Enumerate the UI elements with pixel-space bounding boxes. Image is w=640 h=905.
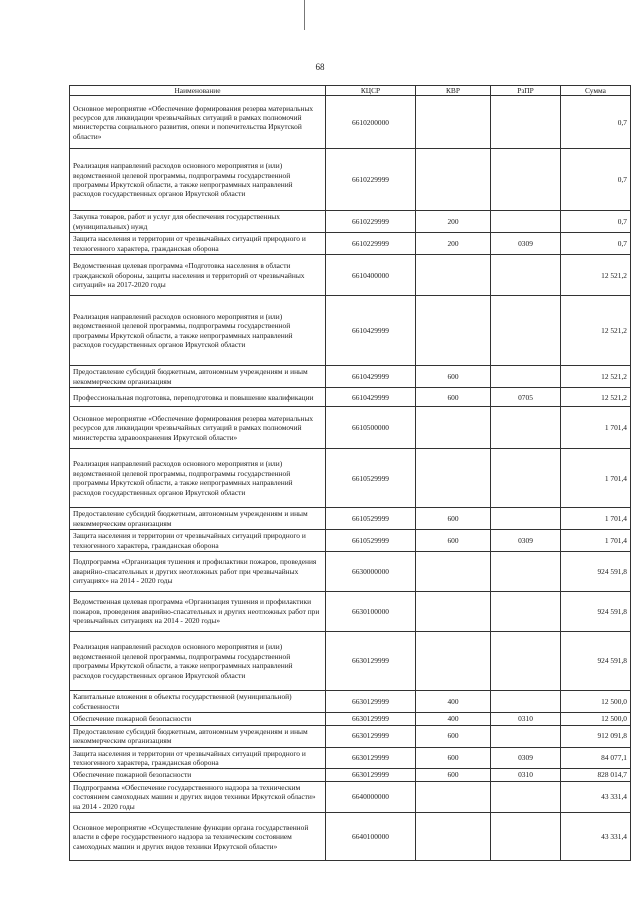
cell-name: Обеспечение пожарной безопасности <box>70 713 326 725</box>
cell-name: Защита населения и территории от чрезвычайных ситуаций природного и техногенного характера, гражданская оборона <box>70 747 326 769</box>
cell-kvr <box>416 552 491 592</box>
cell-kvr <box>416 813 491 861</box>
cell-kcsr: 6630000000 <box>326 552 416 592</box>
cell-name: Подпрограмма «Обеспечение государственного надзора за техническим состоянием самоходных машин и других видов техники Иркутской области» на 2014 - 2020 годы <box>70 781 326 812</box>
cell-kcsr: 6640000000 <box>326 781 416 812</box>
cell-kcsr: 6610229999 <box>326 211 416 233</box>
cell-rzpr <box>491 449 561 508</box>
cell-kvr: 600 <box>416 366 491 388</box>
cell-kvr: 200 <box>416 211 491 233</box>
cell-kcsr: 6610529999 <box>326 449 416 508</box>
cell-kvr: 400 <box>416 691 491 713</box>
budget-table <box>69 85 631 861</box>
table-row <box>70 713 631 725</box>
cell-rzpr <box>491 508 561 530</box>
cell-sum: 1 701,4 <box>561 449 631 508</box>
cell-sum: 1 701,4 <box>561 530 631 552</box>
cell-kvr: 200 <box>416 233 491 255</box>
table-row <box>70 407 631 449</box>
cell-rzpr <box>491 691 561 713</box>
cell-sum: 1 701,4 <box>561 508 631 530</box>
cell-sum: 12 500,0 <box>561 713 631 725</box>
cell-rzpr: 0310 <box>491 713 561 725</box>
cell-rzpr: 0309 <box>491 233 561 255</box>
cell-name: Реализация направлений расходов основного мероприятия и (или) ведомственной целевой программы, подпрограммы государственной программы Иркутской области, а также непрограммных направлений расходов государственных органов Иркутской области <box>70 632 326 691</box>
table-row <box>70 632 631 691</box>
table-row <box>70 747 631 769</box>
cell-name: Закупка товаров, работ и услуг для обеспечения государственных (муниципальных) нужд <box>70 211 326 233</box>
cell-sum: 924 591,8 <box>561 552 631 592</box>
cell-name: Реализация направлений расходов основного мероприятия и (или) ведомственной целевой программы, подпрограммы государственной программы Иркутской области, а также непрограммных направлений расходов государственных органов Иркутской области <box>70 296 326 366</box>
cell-rzpr <box>491 725 561 747</box>
cell-rzpr <box>491 366 561 388</box>
cell-rzpr <box>491 552 561 592</box>
cell-kvr <box>416 592 491 632</box>
cell-kvr <box>416 407 491 449</box>
cell-rzpr <box>491 96 561 149</box>
cell-sum: 12 500,0 <box>561 691 631 713</box>
cell-sum: 0,7 <box>561 96 631 149</box>
table-body <box>70 96 631 861</box>
cell-name: Реализация направлений расходов основного мероприятия и (или) ведомственной целевой программы, подпрограммы государственной программы Иркутской области, а также непрограммных направлений расходов государственных органов Иркутской области <box>70 149 326 211</box>
cell-kvr <box>416 255 491 296</box>
cell-name: Реализация направлений расходов основного мероприятия и (или) ведомственной целевой программы, подпрограммы государственной программы Иркутской области, а также непрограммных направлений расходов государственных органов Иркутской области <box>70 449 326 508</box>
cell-kvr: 600 <box>416 508 491 530</box>
table-row <box>70 781 631 812</box>
cell-kvr: 600 <box>416 388 491 407</box>
cell-name: Основное мероприятие «Обеспечение формирования резерва материальных ресурсов для ликвидации чрезвычайных ситуаций в рамках полномочий министерства социального развития, опеки и попечительства Иркутской области» <box>70 96 326 149</box>
header-kvr: КВР <box>416 86 491 96</box>
cell-rzpr: 0705 <box>491 388 561 407</box>
cell-sum: 912 091,8 <box>561 725 631 747</box>
cell-name: Подпрограмма «Организация тушения и профилактики пожаров, проведения аварийно-спасательных и других неотложных работ при чрезвычайных ситуациях» на 2014 - 2020 годы <box>70 552 326 592</box>
cell-sum: 924 591,8 <box>561 632 631 691</box>
cell-kcsr: 6610529999 <box>326 508 416 530</box>
cell-sum: 0,7 <box>561 149 631 211</box>
cell-sum: 12 521,2 <box>561 296 631 366</box>
cell-kvr: 600 <box>416 725 491 747</box>
cell-kcsr: 6630129999 <box>326 747 416 769</box>
cell-name: Предоставление субсидий бюджетным, автономным учреждениям и иным некоммерческим организациям <box>70 366 326 388</box>
table-row <box>70 592 631 632</box>
cell-kcsr: 6610429999 <box>326 366 416 388</box>
cell-kcsr: 6610400000 <box>326 255 416 296</box>
cell-kcsr: 6610229999 <box>326 233 416 255</box>
table-row <box>70 96 631 149</box>
cell-kvr <box>416 449 491 508</box>
cell-kcsr: 6610429999 <box>326 388 416 407</box>
cell-sum: 1 701,4 <box>561 407 631 449</box>
cell-sum: 924 591,8 <box>561 592 631 632</box>
cell-sum: 0,7 <box>561 211 631 233</box>
cell-rzpr <box>491 781 561 812</box>
cell-kvr <box>416 632 491 691</box>
cell-kvr <box>416 781 491 812</box>
cell-sum: 43 331,4 <box>561 813 631 861</box>
cell-name: Предоставление субсидий бюджетным, автономным учреждениям и иным некоммерческим организациям <box>70 508 326 530</box>
scan-artifact-line <box>304 0 305 30</box>
table-row <box>70 725 631 747</box>
table-row <box>70 388 631 407</box>
table-row <box>70 233 631 255</box>
table-row <box>70 255 631 296</box>
cell-name: Ведомственная целевая программа «Подготовка населения в области гражданской обороны, защиты населения и территорий от чрезвычайных ситуаций» на 2017-2020 годы <box>70 255 326 296</box>
cell-kcsr: 6610429999 <box>326 296 416 366</box>
cell-kvr <box>416 296 491 366</box>
cell-rzpr: 0309 <box>491 747 561 769</box>
cell-kcsr: 6610500000 <box>326 407 416 449</box>
table-row <box>70 769 631 781</box>
cell-sum: 12 521,2 <box>561 388 631 407</box>
cell-name: Капитальные вложения в объекты государственной (муниципальной) собственности <box>70 691 326 713</box>
cell-rzpr <box>491 632 561 691</box>
cell-sum: 12 521,2 <box>561 366 631 388</box>
cell-kvr: 400 <box>416 713 491 725</box>
table-row <box>70 508 631 530</box>
cell-rzpr <box>491 211 561 233</box>
cell-name: Основное мероприятие «Осуществление функции органа государственной власти в сфере государственного надзора за техническим состоянием самоходных машин и других видов техники Иркутской области» <box>70 813 326 861</box>
cell-kvr: 600 <box>416 769 491 781</box>
table-row <box>70 691 631 713</box>
cell-kcsr: 6610200000 <box>326 96 416 149</box>
table-header-row <box>70 86 631 96</box>
cell-kcsr: 6630129999 <box>326 691 416 713</box>
cell-rzpr <box>491 149 561 211</box>
cell-name: Обеспечение пожарной безопасности <box>70 769 326 781</box>
cell-rzpr <box>491 407 561 449</box>
cell-rzpr <box>491 592 561 632</box>
cell-kcsr: 6630129999 <box>326 713 416 725</box>
cell-sum: 12 521,2 <box>561 255 631 296</box>
cell-sum: 0,7 <box>561 233 631 255</box>
page-number: 68 <box>315 62 325 72</box>
header-kcsr: КЦСР <box>326 86 416 96</box>
cell-kcsr: 6630129999 <box>326 632 416 691</box>
cell-kcsr: 6610229999 <box>326 149 416 211</box>
cell-sum: 84 077,1 <box>561 747 631 769</box>
cell-sum: 828 014,7 <box>561 769 631 781</box>
cell-kvr: 600 <box>416 530 491 552</box>
table-row <box>70 296 631 366</box>
cell-name: Основное мероприятие «Обеспечение формирования резерва материальных ресурсов для ликвидации чрезвычайных ситуаций в рамках полномочий министерства здравоохранения Иркутской области» <box>70 407 326 449</box>
cell-kvr <box>416 96 491 149</box>
cell-name: Профессиональная подготовка, переподготовка и повышение квалификации <box>70 388 326 407</box>
table-row <box>70 530 631 552</box>
cell-rzpr <box>491 255 561 296</box>
cell-kvr: 600 <box>416 747 491 769</box>
table-row <box>70 813 631 861</box>
cell-kcsr: 6630100000 <box>326 592 416 632</box>
cell-rzpr: 0309 <box>491 530 561 552</box>
cell-kvr <box>416 149 491 211</box>
cell-sum: 43 331,4 <box>561 781 631 812</box>
cell-rzpr <box>491 296 561 366</box>
cell-kcsr: 6640100000 <box>326 813 416 861</box>
cell-name: Предоставление субсидий бюджетным, автономным учреждениям и иным некоммерческим организациям <box>70 725 326 747</box>
header-rzpr: РзПР <box>491 86 561 96</box>
table-row <box>70 449 631 508</box>
cell-kcsr: 6630129999 <box>326 769 416 781</box>
table-row <box>70 366 631 388</box>
cell-kcsr: 6610529999 <box>326 530 416 552</box>
cell-rzpr: 0310 <box>491 769 561 781</box>
table-row <box>70 211 631 233</box>
cell-rzpr <box>491 813 561 861</box>
header-sum: Сумма <box>561 86 631 96</box>
header-name: Наименование <box>70 86 326 96</box>
cell-name: Защита населения и территории от чрезвычайных ситуаций природного и техногенного характера, гражданская оборона <box>70 233 326 255</box>
table-row <box>70 552 631 592</box>
table-row <box>70 149 631 211</box>
cell-name: Ведомственная целевая программа «Организация тушения и профилактики пожаров, проведения аварийно-спасательных и других неотложных работ при чрезвычайных ситуациях на 2014 - 2020 годы» <box>70 592 326 632</box>
cell-kcsr: 6630129999 <box>326 725 416 747</box>
cell-name: Защита населения и территории от чрезвычайных ситуаций природного и техногенного характера, гражданская оборона <box>70 530 326 552</box>
